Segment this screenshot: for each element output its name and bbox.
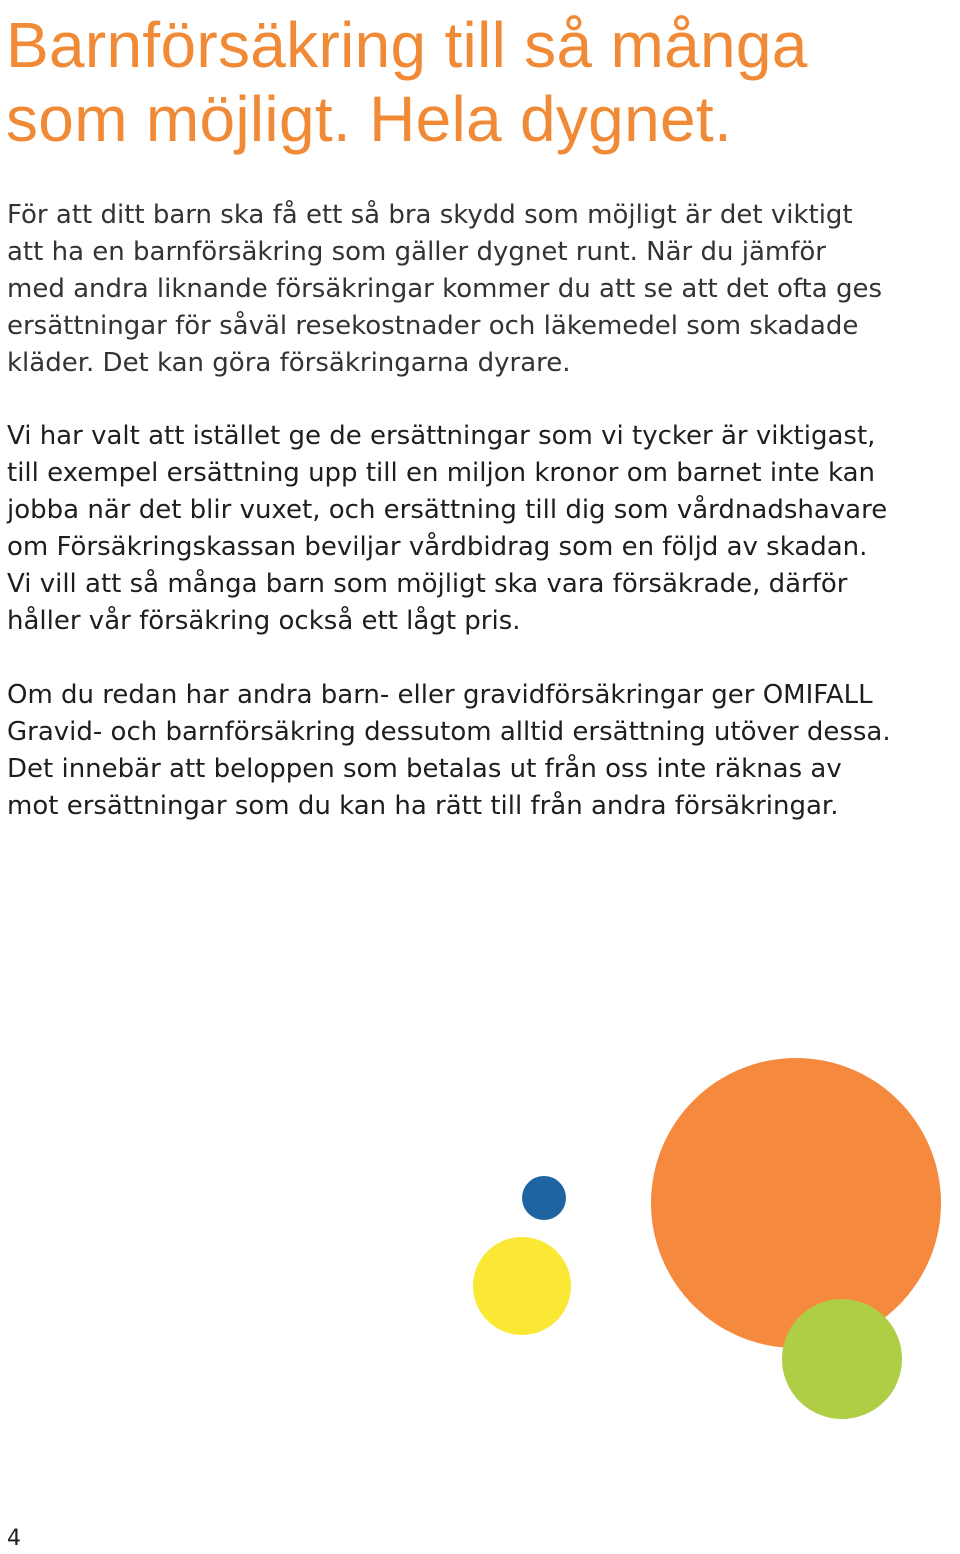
yellow-circle [473,1237,571,1335]
paragraph-line: att ha en barnförsäkring som gäller dygnet runt. När du jämför [7,237,826,267]
paragraph-line: mot ersättningar som du kan ha rätt till från andra försäkringar. [7,791,839,821]
title-line-2: som möjligt. Hela dygnet. [6,83,733,155]
paragraph-line: kläder. Det kan göra försäkringarna dyrare. [7,348,571,378]
paragraph-line: jobba när det blir vuxet, och ersättning till dig som vårdnadshavare [7,495,888,525]
paragraph-line: håller vår försäkring också ett lågt pris. [7,606,521,636]
paragraph-line: För att ditt barn ska få ett så bra skydd som möjligt är det viktigt [7,200,853,230]
paragraph-line: till exempel ersättning upp till en miljon kronor om barnet inte kan [7,458,876,488]
paragraph-line: Vi vill att så många barn som möjligt ska vara försäkrade, därför [7,569,848,599]
paragraph-line: Gravid- och barnförsäkring dessutom alltid ersättning utöver dessa. [7,717,891,747]
paragraph-line: ersättningar för såväl resekostnader och läkemedel som skadade [7,311,859,341]
green-circle [782,1299,902,1419]
paragraph-line: med andra liknande försäkringar kommer du att se att det ofta ges [7,274,882,304]
paragraph-line: Det innebär att beloppen som betalas ut från oss inte räknas av [7,754,842,784]
paragraph-line: Vi har valt att istället ge de ersättningar som vi tycker är viktigast, [7,421,876,451]
orange-circle [651,1058,941,1348]
title-line-1: Barnförsäkring till så många [6,9,808,81]
paragraph-line: Om du redan har andra barn- eller gravidförsäkringar ger OMIFALL [7,680,873,710]
blue-circle [522,1176,566,1220]
paragraph-line: om Försäkringskassan beviljar vårdbidrag som en följd av skadan. [7,532,868,562]
page-number: 4 [7,1526,21,1551]
